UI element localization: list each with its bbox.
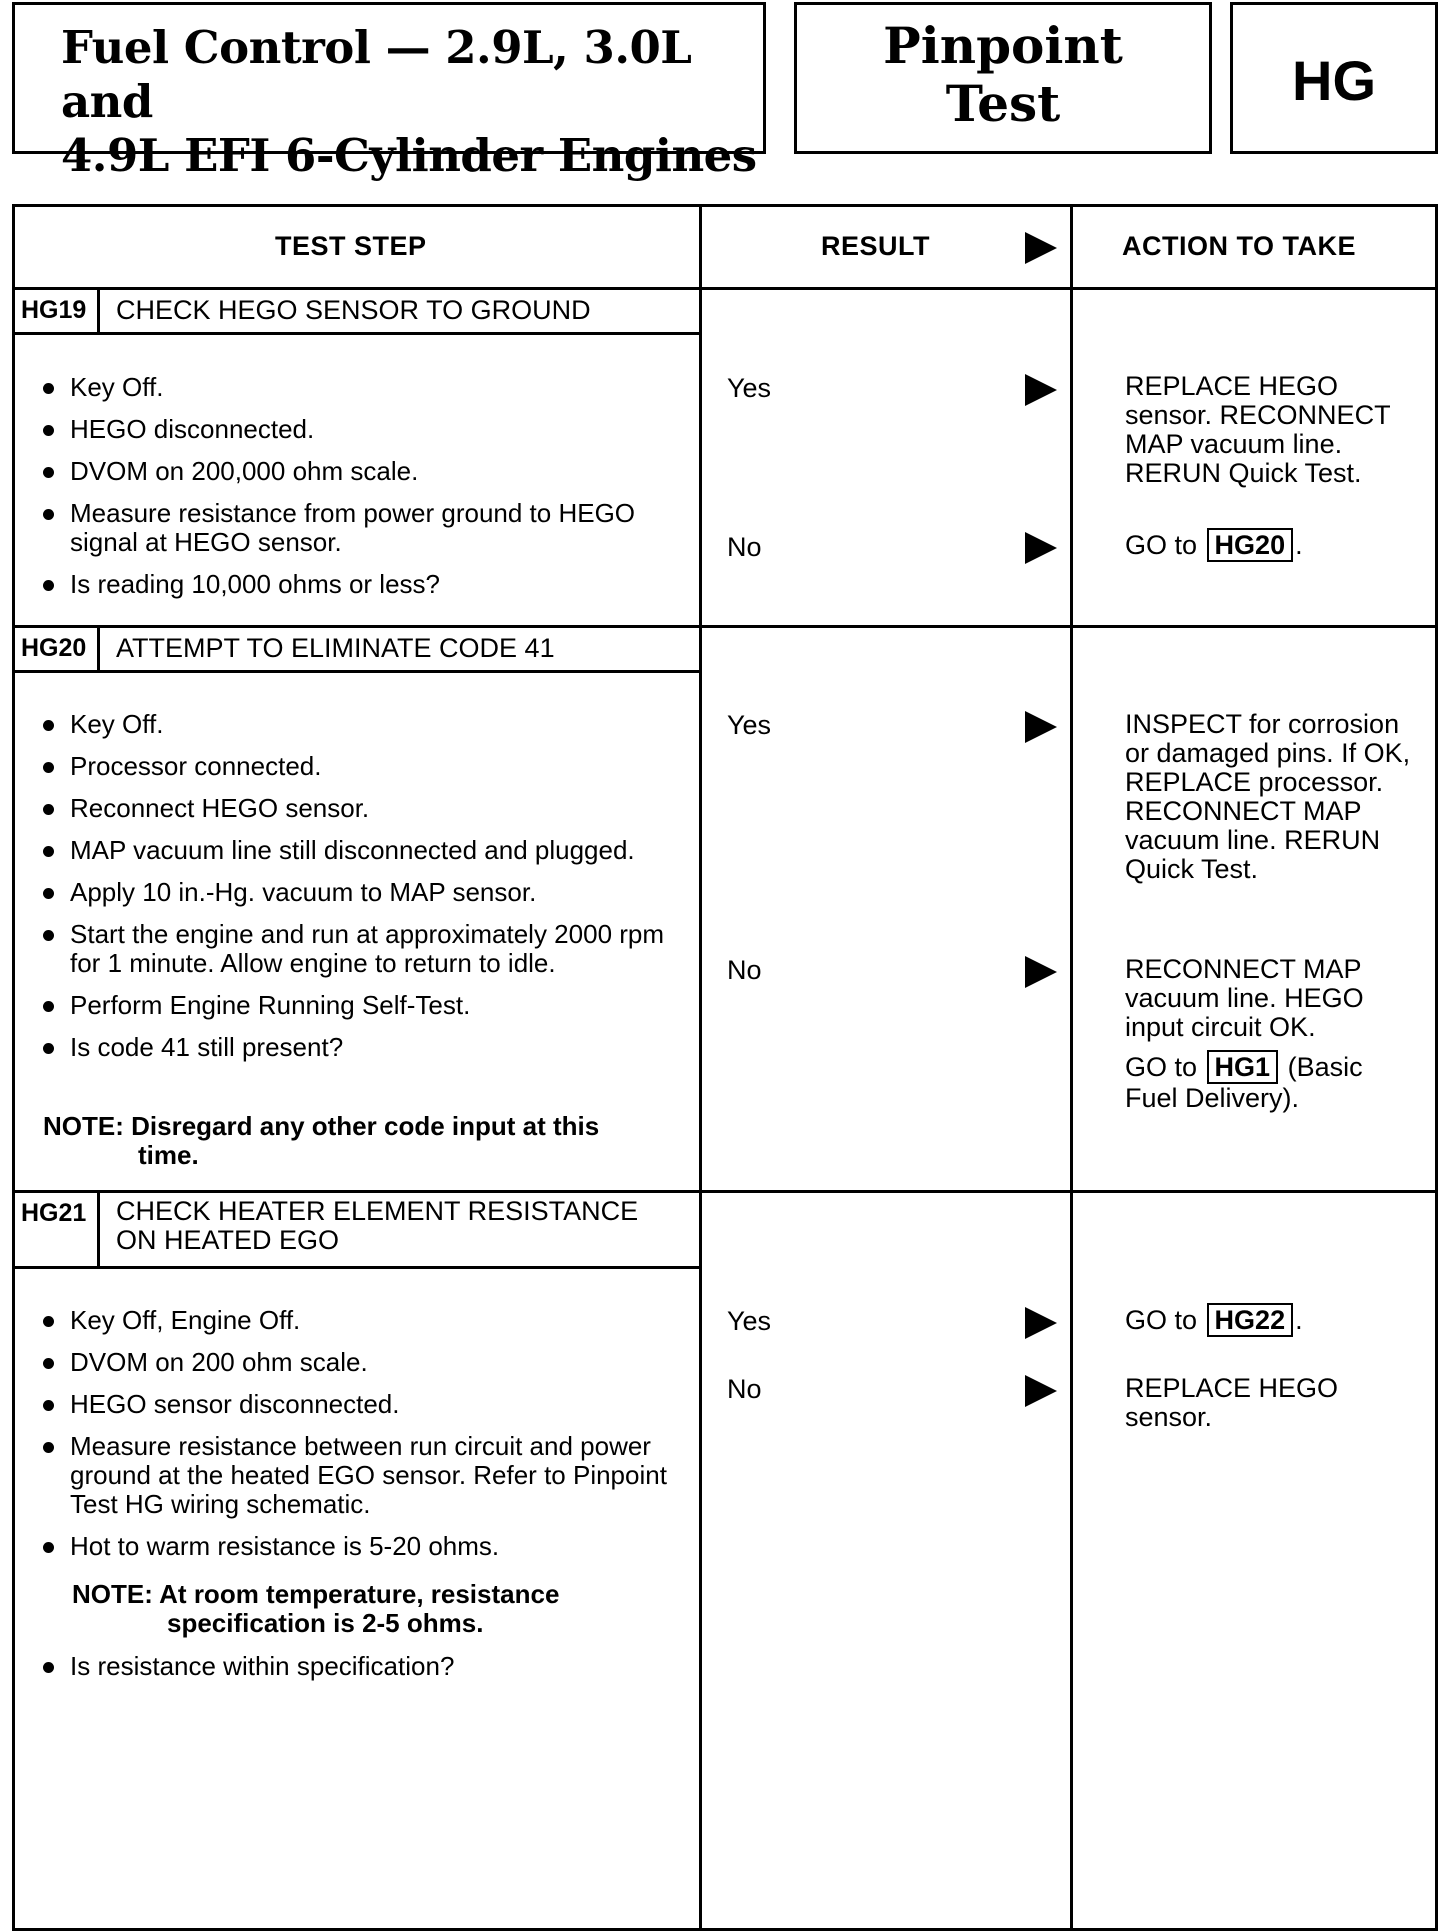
row-divider [15,625,1435,628]
row-divider [15,1190,1435,1193]
action-prefix: GO to [1125,530,1198,560]
bullet-item: Is resistance within specification? [40,1652,690,1681]
arrow-icon [1025,532,1057,564]
bullet-item: HEGO sensor disconnected. [40,1390,690,1419]
action-text: REPLACE HEGO sensor. RECONNECT MAP vacuum line. RERUN Quick Test. [1125,371,1391,488]
step-title: CHECK HEATER ELEMENT RESISTANCE ON HEATED EGO [116,1196,639,1255]
step-title-underline [15,670,700,673]
step-bullets [40,710,690,1075]
bullet-item: Processor connected. [40,752,690,781]
note: NOTE: At room temperature, resistance specification is 2-5 ohms. [72,1579,560,1638]
step-id: HG20 [15,628,100,672]
action-suffix: (Basic Fuel Delivery). [1125,1052,1363,1113]
bullet-item: Perform Engine Running Self-Test. [40,991,690,1020]
arrow-icon [1025,1375,1057,1407]
arrow-icon [1025,956,1057,988]
arrow-icon [1025,711,1057,743]
step-bullets [40,1652,690,1694]
action-goto [1125,528,1415,562]
action-text: RECONNECT MAP vacuum line. HEGO input circuit OK. GO to HG1 (Basic Fuel Delivery). [1125,954,1364,1113]
test-code: HG [1292,49,1376,112]
test-type-line1: Pinpoint [883,16,1123,75]
step-bullets [40,373,690,612]
arrow-icon [1025,232,1057,264]
action-text: INSPECT for corrosion or damaged pins. If OK, REPLACE processor. RECONNECT MAP vacuum line. RERUN Quick Test. [1125,709,1411,884]
step-bullets [40,1306,690,1574]
arrow-icon [1025,374,1057,406]
step-title-underline [15,1266,700,1269]
pinpoint-test-table [12,204,1438,1931]
bullet-item: Is code 41 still present? [40,1033,690,1062]
result-no: No [727,955,762,985]
bullet-item: Start the engine and run at approximately 2000 rpm for 1 minute. Allow engine to return to idle. [40,920,690,978]
step-title: CHECK HEGO SENSOR TO GROUND [116,295,591,325]
page-title-box [12,2,766,182]
bullet-item: Apply 10 in.-Hg. vacuum to MAP sensor. [40,878,690,907]
result-no: No [727,532,762,562]
action-prefix: GO to [1125,1052,1198,1082]
bullet-item: HEGO disconnected. [40,415,690,444]
step-id: HG21 [15,1193,100,1269]
result-yes: Yes [727,1306,772,1336]
bullet-item: Measure resistance from power ground to HEGO signal at HEGO sensor. [40,499,690,557]
row-divider [15,287,1435,290]
action-suffix: . [1295,1305,1303,1335]
bullet-item: Key Off. [40,710,690,739]
column-header-test-step: TEST STEP [275,231,427,261]
page-title-line1: Fuel Control — 2.9L, 3.0L and [61,21,692,128]
step-id: HG19 [15,290,100,334]
bullet-item: Measure resistance between run circuit and power ground at the heated EGO sensor. Refer to Pinpoint Test HG wiring schematic. [40,1432,690,1519]
result-no: No [727,1374,762,1404]
column-header-result: RESULT [821,231,930,261]
column-divider [699,207,702,1928]
bullet-item: DVOM on 200,000 ohm scale. [40,457,690,486]
result-yes: Yes [727,710,772,740]
step-title: ATTEMPT TO ELIMINATE CODE 41 [116,633,555,663]
result-yes: Yes [727,373,772,403]
note: NOTE: Disregard any other code input at this time. [43,1111,600,1170]
action-suffix: . [1295,530,1303,560]
step-reference-link[interactable]: HG1 [1207,1050,1279,1084]
page-title-line2: 4.9L EFI 6-Cylinder Engines [61,129,757,182]
test-type-line2: Test [945,74,1061,133]
step-reference-link[interactable]: HG20 [1207,528,1294,562]
action-goto [1125,1303,1415,1337]
bullet-item: Key Off, Engine Off. [40,1306,690,1335]
action-prefix: GO to [1125,1305,1198,1335]
action-text: REPLACE HEGO sensor. [1125,1373,1339,1432]
bullet-item: DVOM on 200 ohm scale. [40,1348,690,1377]
bullet-item: Key Off. [40,373,690,402]
arrow-icon [1025,1307,1057,1339]
step-reference-link[interactable]: HG22 [1207,1303,1294,1337]
bullet-item: MAP vacuum line still disconnected and plugged. [40,836,690,865]
bullet-item: Reconnect HEGO sensor. [40,794,690,823]
column-header-action: ACTION TO TAKE [1122,231,1356,261]
step-title-underline [15,332,700,335]
bullet-item: Hot to warm resistance is 5-20 ohms. [40,1532,690,1561]
test-type-box [794,2,1212,154]
bullet-item: Is reading 10,000 ohms or less? [40,570,690,599]
test-code-box [1230,2,1438,154]
column-divider [1070,207,1073,1928]
